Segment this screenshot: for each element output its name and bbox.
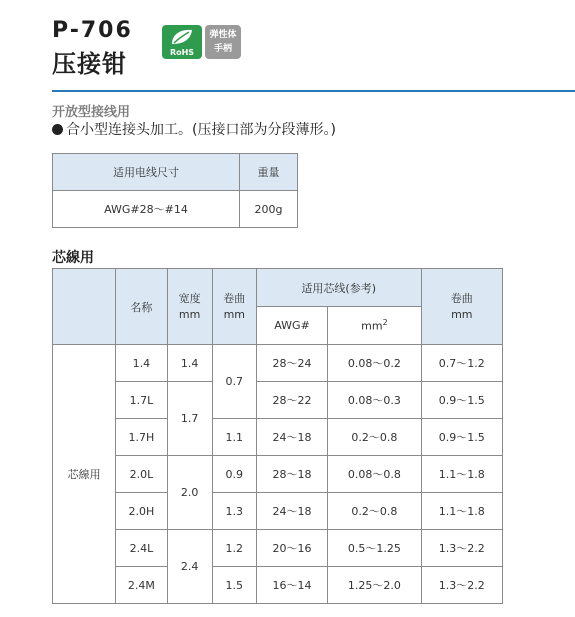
- corner-header: [53, 269, 116, 345]
- core-wire-table: [52, 268, 503, 604]
- cell-width: 2.0: [167, 456, 212, 530]
- cell-range: 1.1～1.8: [421, 456, 502, 493]
- cell-crimp: 1.1: [212, 419, 256, 456]
- spec-header-weight: 重量: [240, 154, 298, 191]
- cell-awg: 28～22: [256, 382, 327, 419]
- cell-awg: 24～18: [256, 493, 327, 530]
- header-crimp-unit: mm: [223, 307, 245, 321]
- cell-name: 2.0L: [116, 456, 167, 493]
- header-width: [167, 269, 212, 345]
- cell-width: 1.7: [167, 382, 212, 456]
- cell-mm2: 0.08～0.3: [328, 382, 421, 419]
- header-mm2: [328, 307, 421, 345]
- table-row: [53, 345, 503, 382]
- product-name: 压接钳: [52, 50, 127, 78]
- cell-range: 0.7～1.2: [421, 345, 502, 382]
- cell-name: 1.7L: [116, 382, 167, 419]
- table-row: [53, 530, 503, 567]
- table-row: [53, 456, 503, 493]
- badge-line2: 手柄: [213, 44, 232, 54]
- cell-range: 1.3～2.2: [421, 530, 502, 567]
- cell-crimp: 0.9: [212, 456, 256, 493]
- header-mm2-exponent: 2: [382, 318, 388, 328]
- cell-awg: 28～18: [256, 456, 327, 493]
- cell-name: 1.7H: [116, 419, 167, 456]
- cell-mm2: 0.2～0.8: [328, 493, 421, 530]
- cell-mm2: 0.08～0.2: [328, 345, 421, 382]
- model-number: P-706: [52, 18, 133, 43]
- cell-awg: 24～18: [256, 419, 327, 456]
- cell-width: 2.4: [167, 530, 212, 604]
- header-crimp-range-label: 卷曲: [450, 291, 473, 305]
- cell-crimp: 1.5: [212, 567, 256, 604]
- cell-mm2: 0.5～1.25: [328, 530, 421, 567]
- section-title: 芯線用: [52, 250, 94, 266]
- subtitle: 开放型接线用: [52, 105, 131, 120]
- bullet-dot-icon: [52, 124, 63, 135]
- header-crimp-range-unit: mm: [451, 307, 473, 321]
- cell-awg: 20～16: [256, 530, 327, 567]
- table-row: [53, 493, 503, 530]
- header-awg: AWG#: [256, 307, 327, 345]
- header-name: 名称: [116, 269, 167, 345]
- header-mm2-unit: mm: [361, 319, 383, 333]
- feature-bullet: [52, 119, 336, 139]
- cell-crimp: 1.2: [212, 530, 256, 567]
- header-width-label: 宽度: [178, 291, 201, 305]
- cell-name: 2.4M: [116, 567, 167, 604]
- spec-cell-weight: 200g: [240, 191, 298, 228]
- table-row: [53, 382, 503, 419]
- cell-range: 1.3～2.2: [421, 567, 502, 604]
- cell-awg: 28～24: [256, 345, 327, 382]
- cell-awg: 16～14: [256, 567, 327, 604]
- group-label: 芯線用: [53, 345, 116, 604]
- table-row: [53, 567, 503, 604]
- title-divider: [52, 90, 575, 92]
- header-applicable-wire: 适用芯线(参考): [256, 269, 421, 307]
- header-width-unit: mm: [178, 307, 201, 321]
- table-row: [53, 419, 503, 456]
- cell-range: 0.9～1.5: [421, 419, 502, 456]
- badge-line1: 弹性体: [209, 30, 237, 40]
- spec-table: [52, 153, 298, 228]
- cell-range: 1.1～1.8: [421, 493, 502, 530]
- feature-text: 合小型连接头加工。(压接口部为分段薄形。): [66, 122, 336, 138]
- cell-mm2: 0.2～0.8: [328, 419, 421, 456]
- cell-crimp: 0.7: [212, 345, 256, 419]
- header-crimp-range: [421, 269, 502, 345]
- cell-name: 2.0H: [116, 493, 167, 530]
- cell-crimp: 1.3: [212, 493, 256, 530]
- spec-header-wire-size: 适用电线尺寸: [53, 154, 240, 191]
- rohs-logo: [162, 25, 202, 59]
- spec-cell-wire-size: AWG#28～#14: [53, 191, 240, 228]
- cell-name: 2.4L: [116, 530, 167, 567]
- cell-mm2: 0.08～0.8: [328, 456, 421, 493]
- header-crimp: [212, 269, 256, 345]
- rohs-label: RoHS: [169, 48, 195, 57]
- leaf-icon: [169, 28, 195, 46]
- header-crimp-label: 卷曲: [223, 291, 246, 305]
- cell-width: 1.4: [167, 345, 212, 382]
- cell-mm2: 1.25～2.0: [328, 567, 421, 604]
- cell-name: 1.4: [116, 345, 167, 382]
- cell-range: 0.9～1.5: [421, 382, 502, 419]
- elastomer-badge: [205, 25, 241, 59]
